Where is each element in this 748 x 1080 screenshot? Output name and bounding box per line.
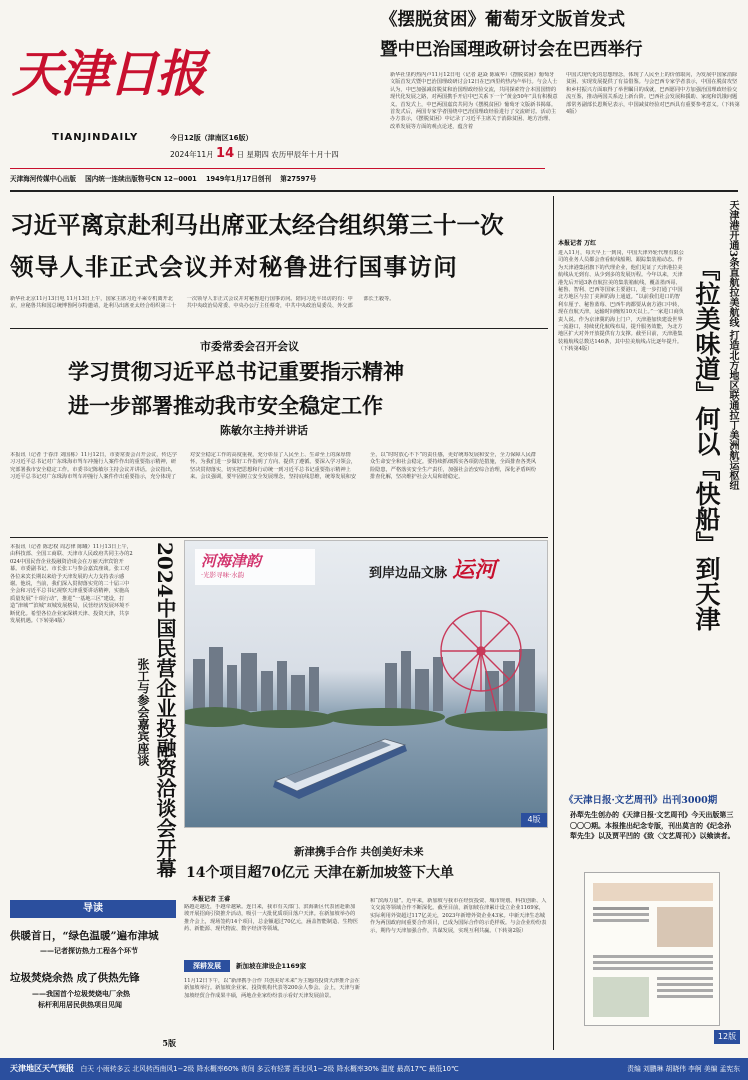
port-vertical-headline: 『拉美味道』何以『快船』到天津 [692,256,721,631]
literature-thumbnail [584,872,720,1026]
founded-date: 1949年1月17日创刊 [205,175,272,183]
guide-box [10,900,176,1050]
photo-logo-main: 河海津韵 [201,552,262,570]
date-day: 14 [216,146,235,161]
photo-page-tag: 4版 [521,813,547,827]
security-divider [10,537,548,538]
top-news-body-a: 新华社里约热内卢11月12日电（记者 赵焱 陈威华）《摆脱贫困》葡萄牙文版首发式暨中巴治国理政研讨会12日在巴西里约热内卢举行。与会人士认为，中巴加强减贫脱贫和治国理政经验交流，共同探索符合本国国情的现代化发展之路，对两国携手开启中巴关系下一个“黄金50年”具有积极意义。首发式上，中巴两国嘉宾共同为《摆脱贫困》葡萄牙文版新书揭幕。首发式后，两国专家学者围绕中巴治国理政经验进行了交流研讨。活动主办方表示，《摆脱贫困》中记录了习近平主席关于消除贫困、地方治理、改革发展等方面的观点论述，蕴含着 [390,72,558,130]
skyline [193,647,535,711]
port-byline: 本报记者 万红 [558,240,597,247]
date-year-month: 2024年11月 [170,150,214,159]
private-econ-subtitle: 张工与参会嘉宾座谈 [136,658,150,766]
newspaper-logo: 天津日报 [12,44,204,103]
singapore-headline: 14个项目超70亿元 天津在新加坡签下大单 [186,865,454,881]
canal-photo [184,540,548,828]
singapore-story [184,832,548,1050]
private-econ-story [10,540,180,890]
singapore-body-a: 路越走越近，手越牵越紧。连日来，我市有关部门、滨海新区代表团赴新加坡开展招商引资推介活动，吸引一大批优质项目落户天津。在新加坡举办的推介会上，现场签约14个项目，总金额超过70亿元，涵盖智能制造、生物医药、新能源、现代物流、数字经济等领域。 [184,904,359,933]
weather-label: 天津地区天气预报 [10,1064,74,1073]
top-news-headline-2: 暨中巴治国理政研讨会在巴西举行 [380,40,643,60]
literature-box [562,780,740,1050]
lead-headline-1: 习近平离京赴利马出席亚太经合组织第三十一次 [10,211,504,239]
security-story [10,334,548,481]
port-story [558,196,740,770]
photo-logo-sub: ·光影寻味·水韵 [201,571,245,579]
photo-headline [369,553,496,584]
private-econ-body: 本报讯（记者 陈忠权 周志律 陈曦）11月13日上午，由科技部、全国工商联、天津市人民政府共同主办的2024中国民营企业投融资洽谈会在万丽天津宾馆开幕。市委副书记、市长张工与参会嘉宾座谈。张工对各位来宾长期以来给予天津发展的大力支持表示感谢。他说，当前，我们深入贯彻落实党的二十届三中全会和习近平总书记视察天津重要讲话精神，实施高质量发展“十项行动”，推进“一基地三区”建设，打造“津城”“滨城”双城发展格局，民营经济发展环境不断优化。希望各位企业家深耕天津、投资天津，共享发展机遇。（下转第4版） [10,544,133,625]
security-headline-2: 进一步部署推动我市安全稳定工作 [68,393,383,418]
lead-divider [10,328,548,329]
singapore-body-b: 11月12日下午，以“新津携手合作 共创美好未来”为主题的投资天津推介会在新加坡举行。新加坡企业家、投资机构代表等200余人参会。会上，天津与新加坡经贸合作成果丰硕，两地企业家纷纷表示看好天津发展前景。 [184,978,360,999]
photo-logo [195,549,315,585]
issuer: 天津海河传媒中心出版 [10,175,76,183]
singapore-body-c: 和“滨海力量”。近年来，新加坡与我市在经贸投资、城市规划、科技创新、人文交流等领域合作不断深化。截至目前，新加坡在津累计设立企业1169家，实际利用外资超过117亿美元，2023年新增外资企业43家。中新天津生态城作为两国政府间重要合作项目，已成为国际合作的示范样板。与会企业纷纷表示，期待与天津加强合作，共谋发展，实现互利共赢。（下转第2版） [370,898,547,934]
top-news-headline-1: 《摆脱贫困》葡萄牙文版首发式 [380,10,625,30]
private-econ-title: 2024中国民营企业投融资洽谈会开幕 [153,542,177,878]
right-column-divider [553,196,554,1050]
tour-boat [273,739,407,799]
singapore-sub-text: 新加坡在津设企1169家 [236,962,307,970]
guide-page-ref: 5版 [162,1038,176,1048]
guide-label: 导读 [10,900,176,918]
date-rest: 日 星期四 农历甲辰年十月十四 [236,150,339,159]
editors: 责编 刘鹏琳 胡晓伟 李舸 美编 孟宪东 [627,1065,740,1073]
lead-story [10,196,548,326]
issue-number: 第27597号 [280,175,317,183]
literature-body: 孙犁先生创办的《天津日报·文艺周刊》今天出版第三〇〇〇期。本报推出纪念专版，刊出莫言的《纪念孙犁先生》以及贾平凹的《致〈文艺周刊〉》以飨读者。 [570,810,735,841]
photo-headline-prefix: 到岸边品文脉 [369,566,448,581]
literature-title: 《天津日报·文艺周刊》出刊3000期 [564,795,718,806]
top-news-body-b: 中国式现代化的思想理念，体现了人民至上的价值取向，为发展中国家消除贫困、实现发展提供了有益借鉴。与会巴西专家学者表示，中国在脱贫攻坚和乡村振兴方面取得了举世瞩目的成就，巴西愿同中方加强治国理政经验交流互鉴，推动两国关系迈上新台阶。巴西社会发展和援助、家庭和饥饿问题部常务副部长恩斯尼表示，中国减贫经验对巴西具有重要参考意义。（下转第4版） [566,72,740,116]
top-divider [10,190,738,192]
singapore-kicker: 新津携手合作 共创美好未来 [294,846,424,858]
security-subhead: 陈敏尔主持并讲话 [220,424,308,437]
top-news [300,6,740,168]
today-pages: 今日12版（津南区16版） [170,134,253,142]
logo-pinyin: TIANJINDAILY [52,132,139,143]
guide-item-1-sub: ——记者探访热力工程各个环节 [40,946,138,955]
photo-headline-yun: 运河 [452,557,497,583]
lead-body: 新华社北京11月13日电 11月13日上午，国家主席习近平乘专机离开北京，应秘鲁共和国总统博鲁阿尔特邀请，赴利马出席亚太经合组织第三十一次领导人非正式会议并对秘鲁进行国事访问。陪同习近平出访的有：中共中央政治局常委、中央办公厅主任蔡奇，中共中央政治局委员、外交部部长王毅等。 [10,296,395,310]
weather-bar [0,1058,748,1080]
port-body: 进入11月，每天早上一到岗，中国天津外轮代理有限公司的业务人员都会查看航线船期、跟踪集装箱动态。作为天津港集团旗下的代理企业，他们见证了天津港拉美航线从无到有、从少到多的发展历程。今年以来，天津港先后开通3条直航拉美的集装箱航线，覆盖墨西哥、秘鲁、智利、巴西等国家主要港口，进一步打通了中国北方地区与拉丁美洲的海上通道。“以前我们进口的智利车厘子、秘鲁蓝莓、巴西牛肉都要从南方港口中转，现在直航天津，运输时间缩短10天以上。”一家进口商负责人说。作为京津冀的海上门户，天津港加快建设世界一流港口，持续优化航线布局，提升服务效能，为北方地区扩大对外开放提供有力支撑。截至目前，天津港集装箱航线总数达146条，其中拉美航线占比逐年提升。（下转第4版） [558,250,684,353]
literature-page-ref: 12版 [714,1030,740,1044]
literature-thumb-graphic [585,873,721,1027]
guide-item-2-sub-a: ——我国首个垃圾焚烧电厂余热 [32,989,130,998]
weather-text: 白天 小雨转多云 北风转西南风1−2级 降水概率60% 夜间 多云有轻雾 西北风1−2级 降水概率30% 温度 最高17℃ 最低10℃ [80,1065,459,1073]
guide-item-2-title: 垃圾焚烧余热 成了供热先锋 [10,972,140,984]
security-headline-1: 学习贯彻习近平总书记重要指示精神 [68,359,404,384]
issuer-line [10,168,545,182]
guide-item-1-title: 供暖首日，“绿色温暖”遍布津城 [10,930,159,942]
singapore-sub-label: 深耕发展 [184,960,230,972]
security-body: 本报讯（记者 于春洋 刘国栋）11月12日，市委常委会召开会议，传达学习习近平总书记对广东珠海市驾车冲撞行人案件作出的重要指示精神，研究部署我市安全稳定工作。市委书记陈敏尔主持会议并讲话。会议指出，习近平总书记对广东珠海市驾车冲撞行人案件作出重要指示，充分体现了对安全稳定工作的高度重视，充分彰显了人民至上、生命至上的深厚情怀，为我们进一步做好工作指明了方向、提供了遵循。要深入学习领会，坚决贯彻落实，切实把思想和行动统一到习近平总书记重要指示精神上来。会议强调，要牢固树立安全发展理念，坚持底线思维，统筹发展和安全，以“时时放心不下”的责任感，更好统筹发展和安全，全力保障人民群众生命安全和社会稳定。要持续抓细抓实各项防范措施，全面排查各类风险隐患，严格落实安全生产责任，加强社会治安综合治理，深化矛盾纠纷排查化解，坚决维护社会大局和谐稳定。 [10,452,537,481]
serial-number: 国内统一连续出版物号CN 12−0001 [85,175,197,183]
lead-headline-2: 领导人非正式会议并对秘鲁进行国事访问 [10,253,459,281]
security-kicker: 市委常委会召开会议 [200,340,299,353]
singapore-byline: 本报记者 王睿 [192,896,231,903]
guide-item-2-sub-b: 标杆利用居民供热项目见闻 [38,1000,122,1009]
port-vertical-kicker: 天津港开通3条直航拉美航线 打造北方地区联通拉丁美洲航运枢纽 [727,200,738,491]
